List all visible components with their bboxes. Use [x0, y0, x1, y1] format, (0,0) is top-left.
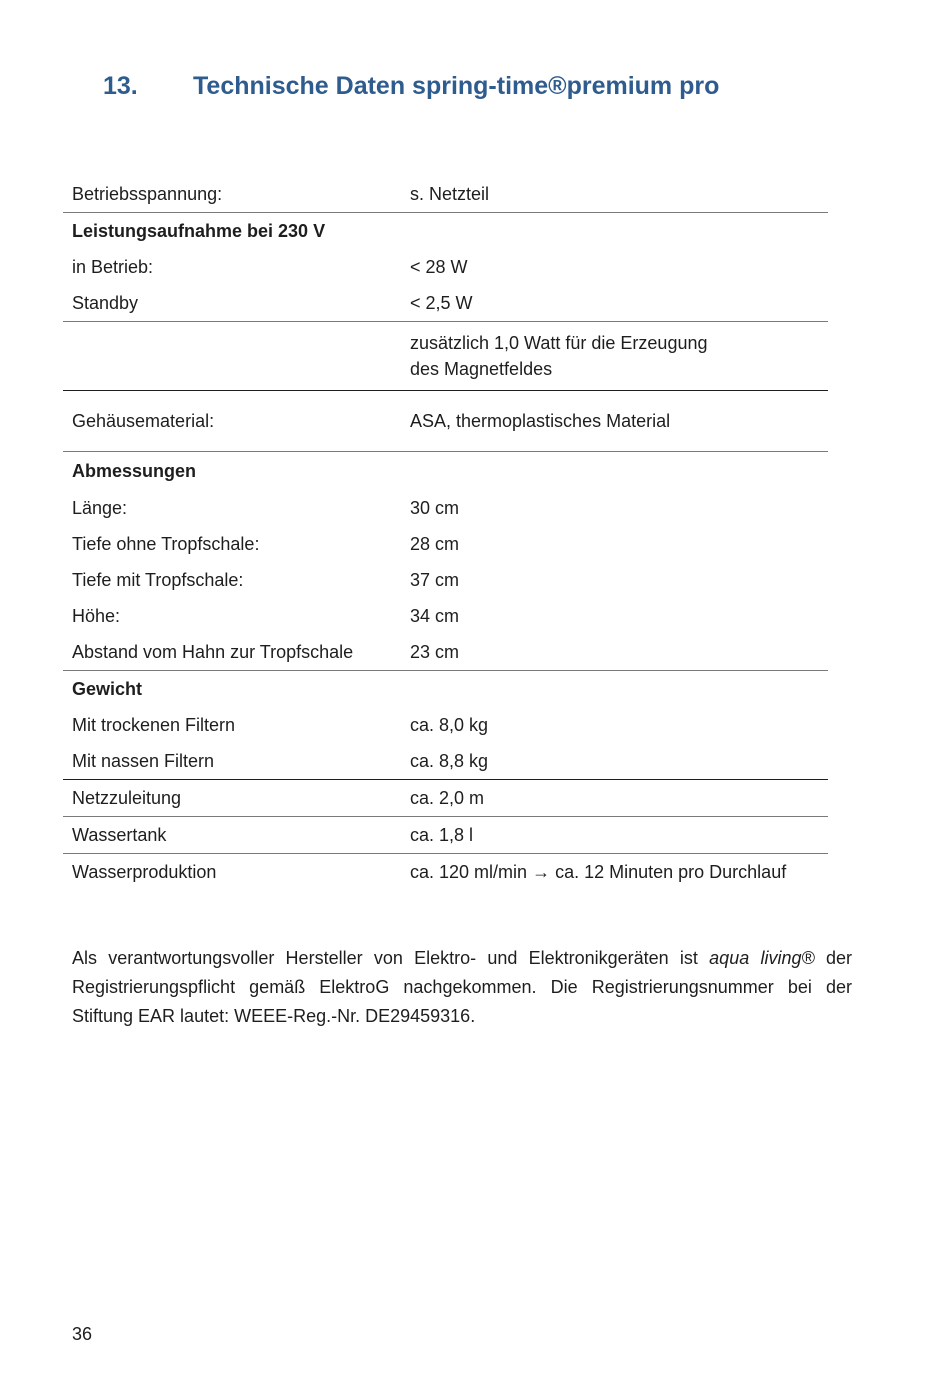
row-label: in Betrieb: — [72, 256, 154, 277]
row-label: Länge: — [72, 497, 128, 518]
row-label: Netzzuleitung — [63, 780, 401, 817]
row-label: Mit trockenen Filtern — [72, 714, 236, 735]
table-row — [63, 249, 828, 285]
group-heading-gewicht: Gewicht — [72, 678, 143, 699]
table-row — [63, 634, 828, 671]
table-row — [63, 780, 828, 817]
section-title: Technische Daten spring-time®premium pro — [193, 72, 720, 100]
table-row — [63, 285, 828, 322]
table-row — [63, 562, 828, 598]
table-row — [63, 452, 828, 491]
row-value: ca. 8,8 kg — [401, 743, 828, 780]
row-value: < 28 W — [410, 256, 468, 277]
row-label: Abstand vom Hahn zur Tropfschale — [63, 634, 401, 671]
row-value: 37 cm — [410, 569, 460, 590]
table-row — [63, 322, 828, 391]
row-label: Gehäusematerial: — [63, 391, 401, 452]
row-label: Tiefe mit Tropfschale: — [72, 569, 244, 590]
row-label: Standby — [63, 285, 401, 322]
row-label: Wassertank — [63, 817, 401, 854]
group-heading-leistung: Leistungsaufnahme bei 230 V — [72, 220, 326, 241]
table-row — [63, 671, 828, 708]
row-note — [401, 322, 828, 391]
page-number: 36 — [72, 1324, 93, 1344]
table-row — [63, 526, 828, 562]
table-row — [63, 743, 828, 780]
row-value: 28 cm — [410, 533, 460, 554]
brand-name: aqua living® — [709, 948, 815, 968]
section-number: 13. — [103, 72, 138, 100]
paragraph-text-end: der Registrierungspflicht gemäß ElektroG nachgekommen. Die Registrierungsnummer bei der Stiftung EAR lautet: WEEE-Reg.-Nr. DE29459316. — [72, 948, 853, 1026]
table-row — [63, 176, 828, 213]
paragraph-text-start: Als verantwortungsvoller Hersteller von Elektro- und Elektronikgeräten ist — [72, 948, 710, 968]
arrow-right-icon: → — [532, 861, 551, 882]
row-value: 23 cm — [401, 634, 828, 671]
technical-data-table — [63, 176, 828, 890]
row-value: 30 cm — [410, 497, 460, 518]
value-duration: ca. 12 Minuten pro Durchlauf — [555, 861, 787, 882]
group-heading-abmessungen: Abmessungen — [72, 460, 197, 481]
row-value: s. Netzteil — [401, 176, 828, 213]
row-label: Höhe: — [72, 605, 121, 626]
section-heading — [103, 72, 719, 101]
weee-registration-paragraph — [72, 944, 852, 1031]
row-label: Tiefe ohne Tropfschale: — [72, 533, 260, 554]
row-value: ca. 2,0 m — [401, 780, 828, 817]
row-label: Wasserproduktion — [72, 861, 217, 882]
row-value: ca. 1,8 l — [401, 817, 828, 854]
row-value: 34 cm — [410, 605, 460, 626]
row-value: ASA, thermoplastisches Material — [401, 391, 828, 452]
row-value: ca. 8,0 kg — [410, 714, 489, 735]
row-label: Betriebsspannung: — [63, 176, 401, 213]
note-text: zusätzlich 1,0 Watt für die Erzeugung des Magnetfeldes — [410, 333, 708, 379]
table-row — [63, 490, 828, 526]
table-row — [63, 817, 828, 854]
row-value — [401, 854, 828, 891]
table-row — [63, 213, 828, 250]
table-row — [63, 854, 828, 891]
table-row — [63, 707, 828, 743]
table-row — [63, 391, 828, 452]
row-value: < 2,5 W — [401, 285, 828, 322]
table-row — [63, 598, 828, 634]
row-label: Mit nassen Filtern — [63, 743, 401, 780]
value-rate: ca. 120 ml/min — [410, 861, 528, 882]
